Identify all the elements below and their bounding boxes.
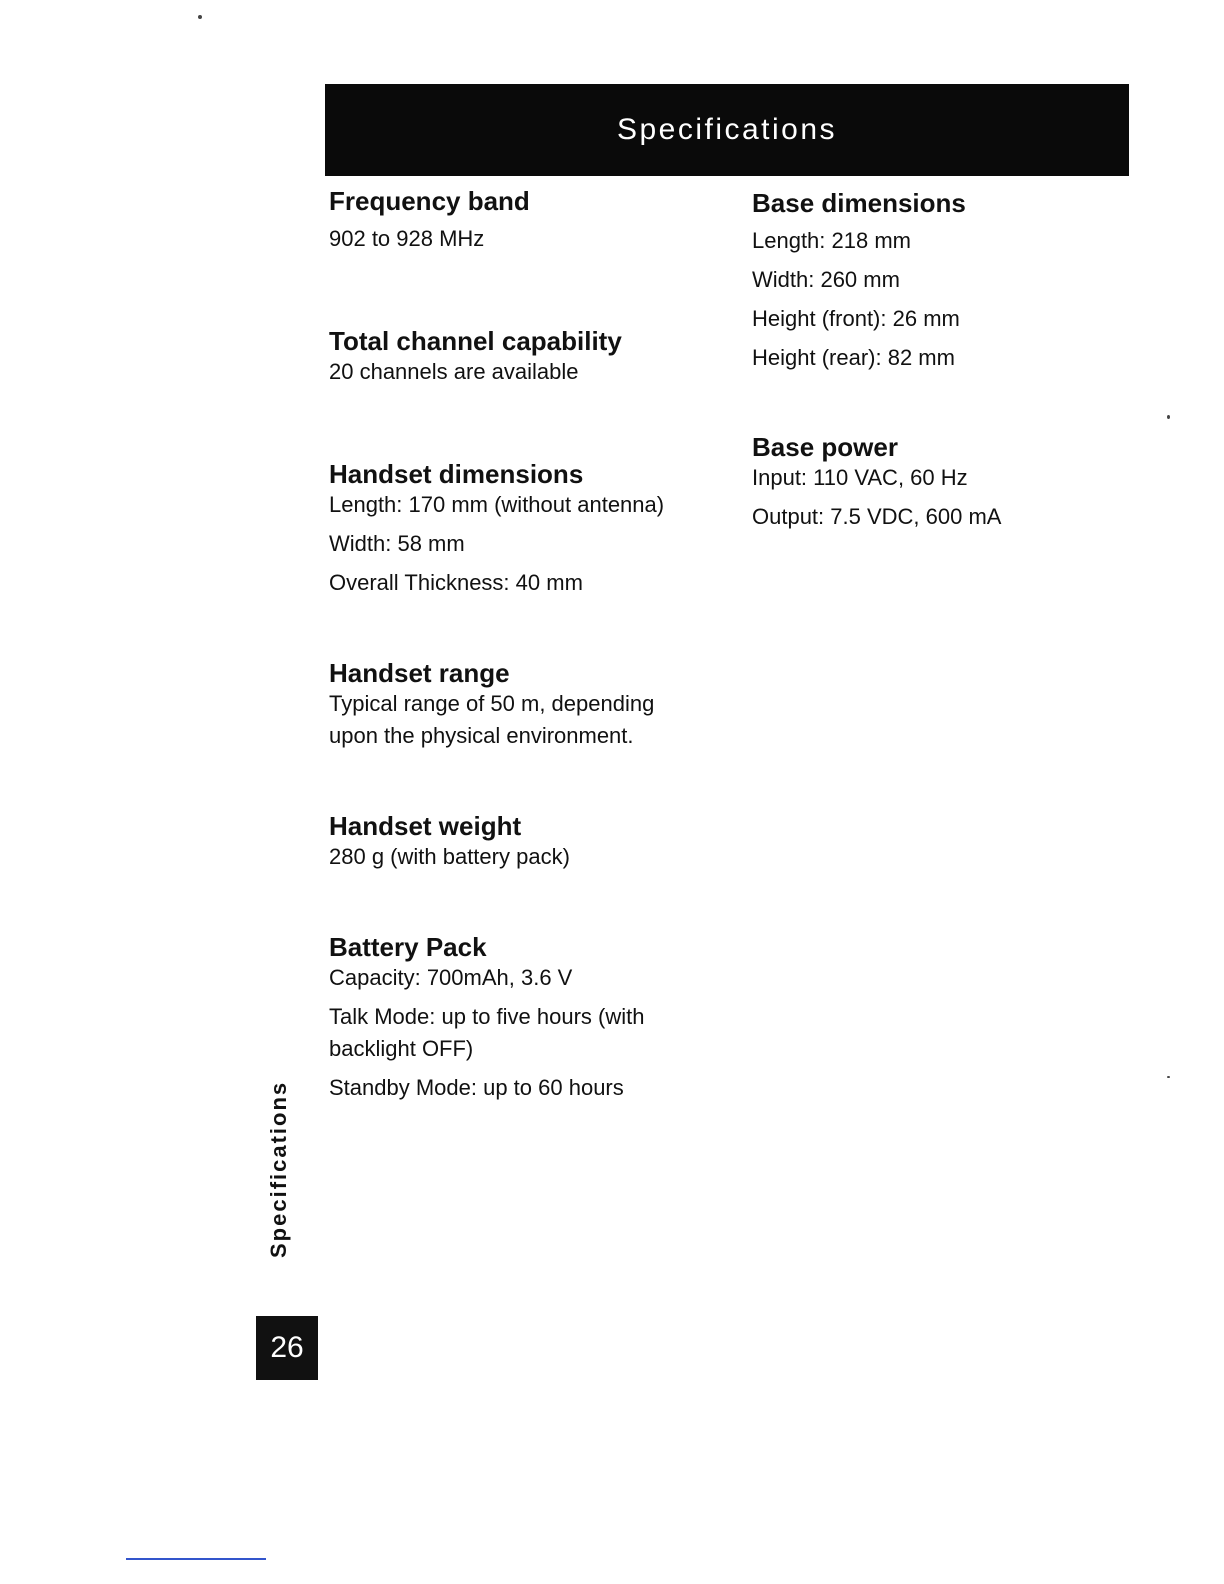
page-title: Specifications (616, 113, 838, 146)
page-number: 26 (256, 1316, 318, 1380)
spec-value: Width: 58 mm (329, 531, 465, 556)
spec-value: Standby Mode: up to 60 hours (329, 1075, 624, 1100)
spec-value: Height (rear): 82 mm (752, 345, 955, 370)
section-heading: Handset weight (329, 811, 522, 841)
section-heading: Total channel capability (329, 326, 622, 356)
spec-value: Typical range of 50 m, depending (329, 691, 655, 716)
spec-value: 280 g (with battery pack) (329, 844, 570, 869)
section-heading: Battery Pack (329, 932, 487, 962)
spec-value: Output: 7.5 VDC, 600 mA (752, 504, 1002, 529)
spec-total-channel-capability (329, 326, 622, 388)
spec-value: backlight OFF) (329, 1036, 474, 1061)
scan-edge-line (126, 1558, 266, 1560)
spec-battery-pack (329, 932, 644, 1104)
spec-value: 902 to 928 MHz (329, 226, 485, 251)
spec-value: Talk Mode: up to five hours (with (329, 1004, 645, 1029)
section-heading: Frequency band (329, 186, 530, 216)
section-heading: Handset range (329, 658, 510, 688)
spec-value: Length: 170 mm (without antenna) (329, 492, 665, 517)
spec-value: Overall Thickness: 40 mm (329, 570, 583, 595)
scan-speck (1167, 1076, 1170, 1078)
spec-value: Length: 218 mm (752, 228, 911, 253)
side-tab-label: Specifications (266, 1080, 291, 1258)
spec-value: Width: 260 mm (752, 267, 900, 292)
spec-handset-dimensions (329, 459, 664, 599)
spec-base-dimensions (752, 188, 966, 374)
section-heading: Handset dimensions (329, 459, 584, 489)
scan-speck (1167, 415, 1170, 419)
spec-value: Input: 110 VAC, 60 Hz (752, 465, 968, 490)
spec-value: Capacity: 700mAh, 3.6 V (329, 965, 573, 990)
section-heading: Base dimensions (752, 188, 966, 218)
spec-handset-weight (329, 811, 570, 873)
spec-base-power (752, 432, 1001, 533)
spec-frequency-band (329, 186, 530, 255)
section-heading: Base power (752, 432, 898, 462)
spec-value: Height (front): 26 mm (752, 306, 960, 331)
spec-handset-range (329, 658, 654, 752)
spec-value: upon the physical environment. (329, 723, 634, 748)
scan-speck (198, 15, 202, 19)
spec-value: 20 channels are available (329, 359, 579, 384)
header-bar (325, 84, 1129, 176)
